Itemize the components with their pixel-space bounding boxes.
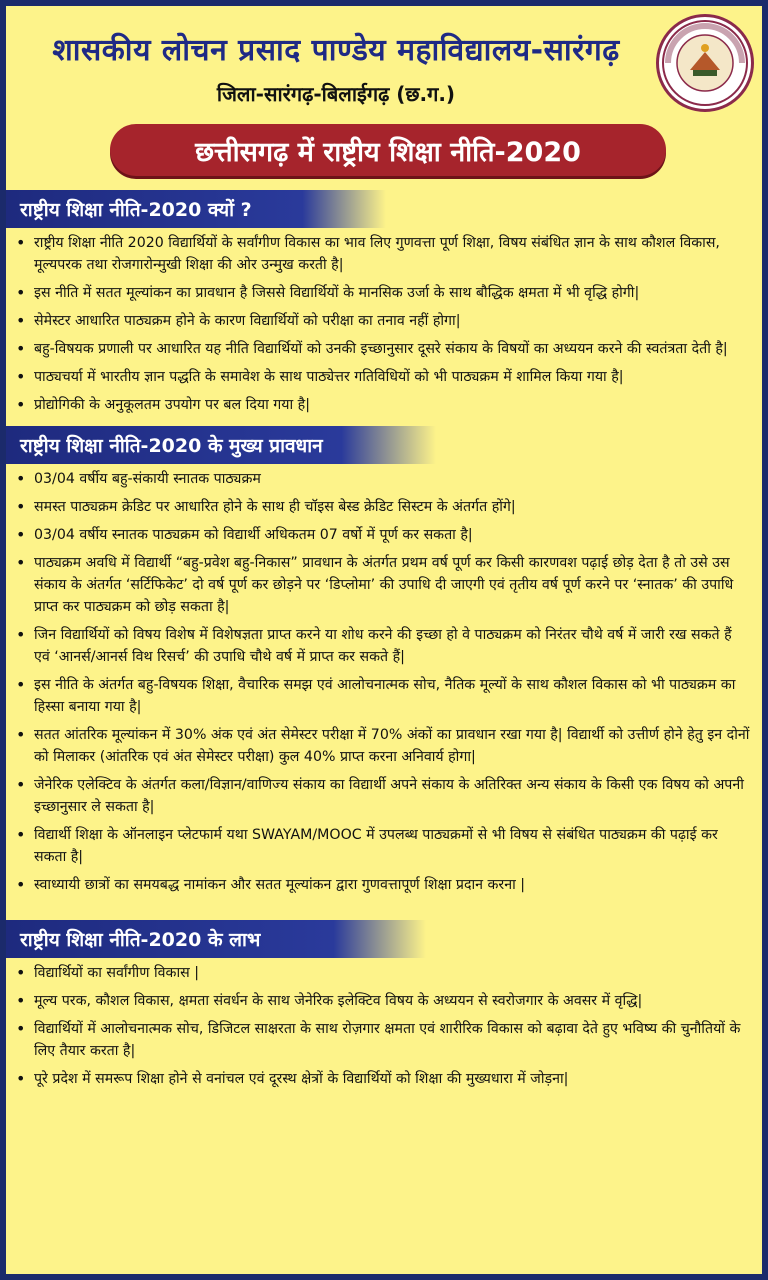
- why-list: [6, 228, 762, 426]
- provisions-list: [6, 464, 762, 906]
- list-item: • 03/04 वर्षीय बहु-संकायी स्नातक पाठ्यक्रम: [16, 468, 750, 490]
- list-item: • मूल्य परक, कौशल विकास, क्षमता संवर्धन के साथ जेनेरिक इलेक्टिव विषय के अध्ययन से स्वरोजगार के अवसर में वृद्धि|: [16, 990, 750, 1012]
- list-item: • जिन विद्यार्थियों को विषय विशेष में विशेषज्ञता प्राप्त करने या शोध करने की इच्छा हो वे पाठ्यक्रम को निरंतर चौथे वर्ष में जारी रख सकते हैं एवं ‘आनर्स/आनर्स विथ रिसर्च’ की उपाधि चौथे वर्ष में प्राप्त कर सकते हैं|: [16, 624, 750, 668]
- benefits-list: [6, 958, 762, 1100]
- list-item: • इस नीति के अंतर्गत बहु-विषयक शिक्षा, वैचारिक समझ एवं आलोचनात्मक सोच, नैतिक मूल्यों के साथ कौशल विकास को भी पाठ्यक्रम का हिस्सा बनाया गया है|: [16, 674, 750, 718]
- list-item: • पाठ्यक्रम अवधि में विद्यार्थी “बहु-प्रवेश बहु-निकास” प्रावधान के अंतर्गत प्रथम वर्ष पूर्ण कर किसी कारणवश पढ़ाई छोड़ देता है तो उसे उस संकाय के अंतर्गत ‘सर्टिफिकेट’ दो वर्ष पूर्ण कर छोड़ने पर ‘डिप्लोमा’ की उपाधि दी जाएगी एवं तृतीय वर्ष पूर्ण करने पर ‘स्नातक’ की उपाधि प्राप्त कर पाठ्यक्रम को छोड़ सकता है|: [16, 552, 750, 618]
- list-item: • पूरे प्रदेश में समरूप शिक्षा होने से वनांचल एवं दूरस्थ क्षेत्रों के विद्यार्थियों को शिक्षा की मुख्यधारा में जोड़ना|: [16, 1068, 750, 1090]
- district-line: जिला-सारंगढ़-बिलाईगढ़ (छ.ग.): [216, 82, 456, 106]
- list-item: • इस नीति में सतत मूल्यांकन का प्रावधान है जिससे विद्यार्थियों के मानसिक उर्जा के साथ बौद्धिक क्षमता में भी वृद्धि होगी|: [16, 282, 750, 304]
- list-item: • विद्यार्थियों में आलोचनात्मक सोच, डिजिटल साक्षरता के साथ रोज़गार क्षमता एवं शारीरिक विकास को बढ़ावा देते हुए भविष्य की चुनौतियों के लिए तैयार करता है|: [16, 1018, 750, 1062]
- college-name: शासकीय लोचन प्रसाद पाण्डेय महाविद्यालय-सारंगढ़: [52, 33, 620, 68]
- list-item: • विद्यार्थियों का सर्वांगीण विकास |: [16, 962, 750, 984]
- header: [6, 6, 762, 186]
- section-heading-provisions: राष्ट्रीय शिक्षा नीति-2020 के मुख्य प्रावधान: [6, 426, 436, 464]
- college-seal-logo: [656, 14, 754, 112]
- list-item: • सतत आंतरिक मूल्यांकन में 30% अंक एवं अंत सेमेस्टर परीक्षा में 70% अंकों का प्रावधान रखा गया है| विद्यार्थी को उत्तीर्ण होने हेतु इन दोनों को मिलाकर (आंतरिक एवं अंत सेमेस्टर परीक्षा) कुल 40% प्राप्त करना अनिवार्य होगा|: [16, 724, 750, 768]
- list-item: • पाठ्यचर्या में भारतीय ज्ञान पद्धति के समावेश के साथ पाठ्येत्तर गतिविधियों को भी पाठ्यक्रम में शामिल किया गया है|: [16, 366, 750, 388]
- list-item: • सेमेस्टर आधारित पाठ्यक्रम होने के कारण विद्यार्थियों को परीक्षा का तनाव नहीं होगा|: [16, 310, 750, 332]
- list-item: • समस्त पाठ्यक्रम क्रेडिट पर आधारित होने के साथ ही चॉइस बेस्ड क्रेडिट सिस्टम के अंतर्गत होंगे|: [16, 496, 750, 518]
- list-item: • राष्ट्रीय शिक्षा नीति 2020 विद्यार्थियों के सर्वांगीण विकास का भाव लिए गुणवत्ता पूर्ण शिक्षा, विषय संबंधित ज्ञान के साथ कौशल विकास, मूल्यपरक तथा रोजगारोन्मुखी शिक्षा की ओर उन्मुख करती है|: [16, 232, 750, 276]
- section-heading-benefits: राष्ट्रीय शिक्षा नीति-2020 के लाभ: [6, 920, 426, 958]
- list-item: • विद्यार्थी शिक्षा के ऑनलाइन प्लेटफार्म यथा SWAYAM/MOOC में उपलब्ध पाठ्यक्रमों से भी विषय से संबंधित पाठ्यक्रम की पढ़ाई कर सकता है|: [16, 824, 750, 868]
- list-item: • 03/04 वर्षीय स्नातक पाठ्यक्रम को विद्यार्थी अधिकतम 07 वर्षो में पूर्ण कर सकता है|: [16, 524, 750, 546]
- list-item: • स्वाध्यायी छात्रों का समयबद्ध नामांकन और सतत मूल्यांकन द्वारा गुणवत्तापूर्ण शिक्षा प्रदान करना |: [16, 874, 750, 896]
- seal-icon: [660, 18, 750, 108]
- list-item: • प्रोद्योगिकी के अनुकूलतम उपयोग पर बल दिया गया है|: [16, 394, 750, 416]
- section-heading-why: राष्ट्रीय शिक्षा नीति-2020 क्यों ?: [6, 190, 386, 228]
- list-item: • जेनेरिक एलेक्टिव के अंतर्गत कला/विज्ञान/वाणिज्य संकाय का विद्यार्थी अपने संकाय के अतिरिक्त अन्य संकाय के किसी एक विषय को अपनी इच्छानुसार ले सकता है|: [16, 774, 750, 818]
- poster: [6, 6, 762, 1274]
- list-item: • बहु-विषयक प्रणाली पर आधारित यह नीति विद्यार्थियों को उनकी इच्छानुसार दूसरे संकाय के विषयों का अध्ययन करने की स्वतंत्रता देती है|: [16, 338, 750, 360]
- title-banner: छत्तीसगढ़ में राष्ट्रीय शिक्षा नीति-2020: [110, 124, 666, 176]
